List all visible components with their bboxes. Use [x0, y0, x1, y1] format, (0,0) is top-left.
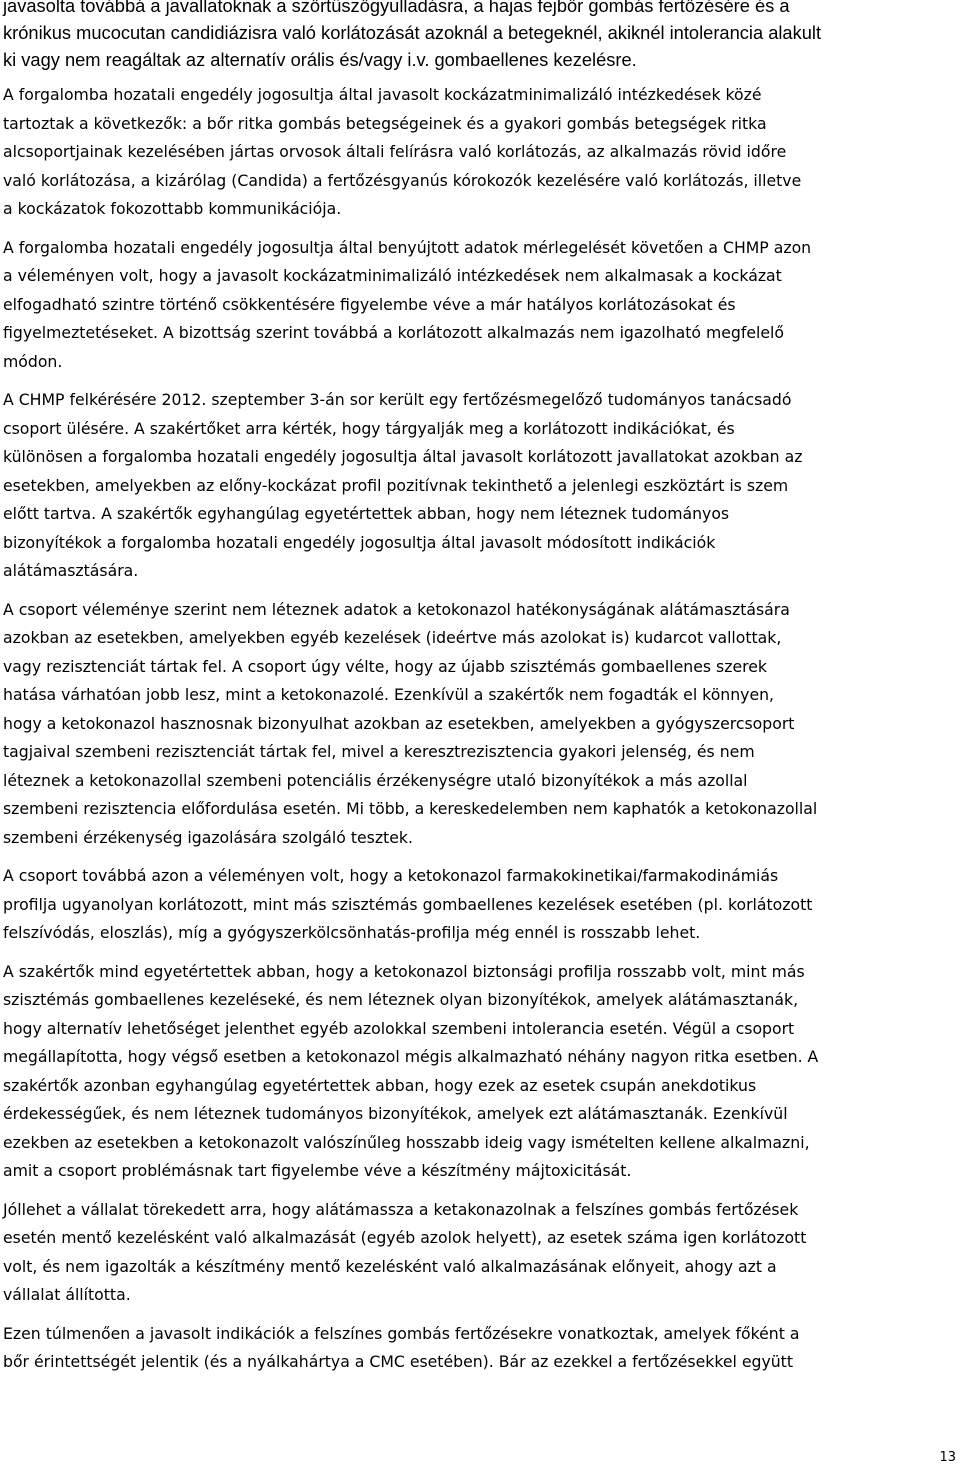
text-line: A forgalomba hozatali engedély jogosultja által javasolt kockázatminimalizáló intézkedések közé: [3, 85, 762, 105]
paragraph-risk-measures: [3, 81, 957, 224]
text-line: alcsoportjainak kezelésében jártas orvosok általi felírásra való korlátozás, az alkalmazás rövid időre: [3, 142, 787, 162]
text-line: érdekességűek, és nem léteznek tudományos bizonyítékok, amelyek ezt alátámasztanák. Ezenkívül: [3, 1104, 788, 1124]
paragraph-group-opinion: [3, 596, 957, 853]
text-line: vállalat állította.: [3, 1285, 131, 1305]
text-line: figyelmeztetéseket. A bizottság szerint továbbá a korlátozott alkalmazás nem igazolható megfelelő: [3, 323, 785, 343]
paragraph-chmp-opinion: [3, 234, 957, 377]
text-line: módon.: [3, 351, 63, 371]
text-line: a véleményen volt, hogy a javasolt kockázatminimalizáló intézkedések nem alkalmasak a kockázat: [3, 266, 782, 286]
text-line: profilja ugyanolyan korlátozott, mint más szisztémás gombaellenes kezelések esetében (pl. korlátozott: [3, 894, 813, 914]
text-line: amit a csoport problémásnak tart figyelembe véve a készítmény májtoxicitását.: [3, 1161, 632, 1181]
text-line: esetekben, amelyekben az előny-kockázat profil pozitívnak tekinthető a jelenlegi eszköztárt is szem: [3, 475, 789, 495]
text-line: A szakértők mind egyetértettek abban, hogy a ketokonazol biztonsági profilja rosszabb volt, mint más: [3, 961, 805, 981]
text-line: hogy alternatív lehetőséget jelenthet egyéb azolokkal szembeni intolerancia esetén. Végül a csoport: [3, 1018, 795, 1038]
text-line: A CHMP felkérésére 2012. szeptember 3-án sor került egy fertőzésmegelőző tudományos tanácsadó: [3, 390, 792, 410]
text-line: megállapította, hogy végső esetben a ketokonazol mégis alkalmazható néhány nagyon ritka esetben. A: [3, 1047, 819, 1067]
text-line: a kockázatok fokozottabb kommunikációja.: [3, 199, 342, 219]
paragraph-safety-profile: [3, 958, 957, 1186]
text-line: előtt tartva. A szakértők egyhangúlag egyetértettek abban, hogy nem léteznek tudományos: [3, 504, 730, 524]
text-line: vagy rezisztenciát tártak fel. A csoport úgy vélte, hogy az újabb szisztémás gombaellenes szerek: [3, 656, 767, 676]
text-line: elfogadható szintre történő csökkentésére figyelembe véve a már hatályos korlátozásokat és: [3, 294, 736, 314]
text-line: csoport ülésére. A szakértőket arra kérték, hogy tárgyalják meg a korlátozott indikációkat, és: [3, 418, 735, 438]
text-line: alátámasztására.: [3, 561, 139, 581]
text-line: hatása várhatóan jobb lesz, mint a ketokonazolé. Ezenkívül a szakértők nem fogadták el könnyen,: [3, 685, 775, 705]
text-line: esetén mentő kezelésként való alkalmazását (egyéb azolok helyett), az esetek száma igen korlátozott: [3, 1228, 807, 1248]
text-line: A csoport véleménye szerint nem léteznek adatok a ketokonazol hatékonyságának alátámasztására: [3, 599, 790, 619]
page-number: 13: [939, 1450, 956, 1465]
text-line: különösen a forgalomba hozatali engedély jogosultja által javasolt korlátozott javallatokat azokban az: [3, 447, 803, 467]
text-line: krónikus mucocutan candidiázisra való korlátozását azoknál a betegeknél, akiknél intolerancia alakult: [3, 21, 822, 43]
text-line: A forgalomba hozatali engedély jogosultja által benyújtott adatok mérlegelését követően a CHMP azon: [3, 237, 812, 257]
text-line: Jóllehet a vállalat törekedett arra, hogy alátámassza a ketakonazolnak a felszínes gombás fertőzések: [3, 1199, 799, 1219]
text-line: felszívódás, eloszlás), míg a gyógyszerkölcsönhatás-profilja még ennél is rosszabb lehet.: [3, 923, 701, 943]
text-line: szakértők azonban egyhangúlag egyetértettek abban, hogy ezek az esetek csupán anekdotikus: [3, 1075, 757, 1095]
paragraph-expert-meeting: [3, 386, 957, 586]
paragraph-company-claim: [3, 1196, 957, 1310]
text-line: szembeni érzékenység igazolására szolgáló tesztek.: [3, 827, 413, 847]
paragraph-superficial-infections: [3, 1320, 957, 1377]
text-line: léteznek a ketokonazollal szembeni potenciális érzékenységre utaló bizonyítékok a más azollal: [3, 770, 748, 790]
text-line: ezekben az esetekben a ketokonazolt valószínűleg hosszabb ideig vagy ismételten kellene alkalmazni,: [3, 1132, 810, 1152]
text-line: szisztémás gombaellenes kezeléseké, és nem léteznek olyan bizonyítékok, amelyek alátámasztanák,: [3, 990, 799, 1010]
text-line: tagjaival szembeni rezisztenciát tártak fel, mivel a keresztrezisztencia gyakori jelenség, és nem: [3, 742, 755, 762]
text-line: Ezen túlmenően a javasolt indikációk a felszínes gombás fertőzésekre vonatkoztak, amelyek főként a: [3, 1323, 800, 1343]
document-page: [3, 0, 957, 1377]
text-line: A csoport továbbá azon a véleményen volt, hogy a ketokonazol farmakokinetikai/farmakodinámiás: [3, 866, 779, 886]
text-line: ki vagy nem reagáltak az alternatív orális és/vagy i.v. gombaellenes kezelésre.: [3, 48, 637, 70]
text-line: javasolta továbbá a javallatoknak a szőrtüszőgyulladásra, a hajas fejbőr gombás fertőzésére és a: [3, 0, 790, 16]
paragraph-pharmacokinetics: [3, 862, 957, 948]
text-line: hogy a ketokonazol hasznosnak bizonyulhat azokban az esetekben, amelyekben a gyógyszercsoport: [3, 713, 795, 733]
text-line: tartoztak a következők: a bőr ritka gombás betegségeinek és a gyakori gombás betegségek ritka: [3, 113, 767, 133]
text-line: bőr érintettségét jelentik (és a nyálkahártya a CMC esetében). Bár az ezekkel a fertőzésekkel együtt: [3, 1352, 793, 1372]
text-line: való korlátozása, a kizárólag (Candida) a fertőzésgyanús kórokozók kezelésére való korlátozás, illetve: [3, 170, 802, 190]
paragraph-intro: [3, 0, 957, 73]
text-line: volt, és nem igazolták a készítmény mentő kezelésként való alkalmazásának előnyeit, ahogy azt a: [3, 1256, 777, 1276]
text-line: azokban az esetekben, amelyekben egyéb kezelések (ideértve más azolokat is) kudarcot vallottak,: [3, 628, 782, 648]
text-line: bizonyítékok a forgalomba hozatali engedély jogosultja által javasolt módosított indikációk: [3, 532, 716, 552]
text-line: szembeni rezisztencia előfordulása esetén. Mi több, a kereskedelemben nem kaphatók a ketokonazollal: [3, 799, 818, 819]
